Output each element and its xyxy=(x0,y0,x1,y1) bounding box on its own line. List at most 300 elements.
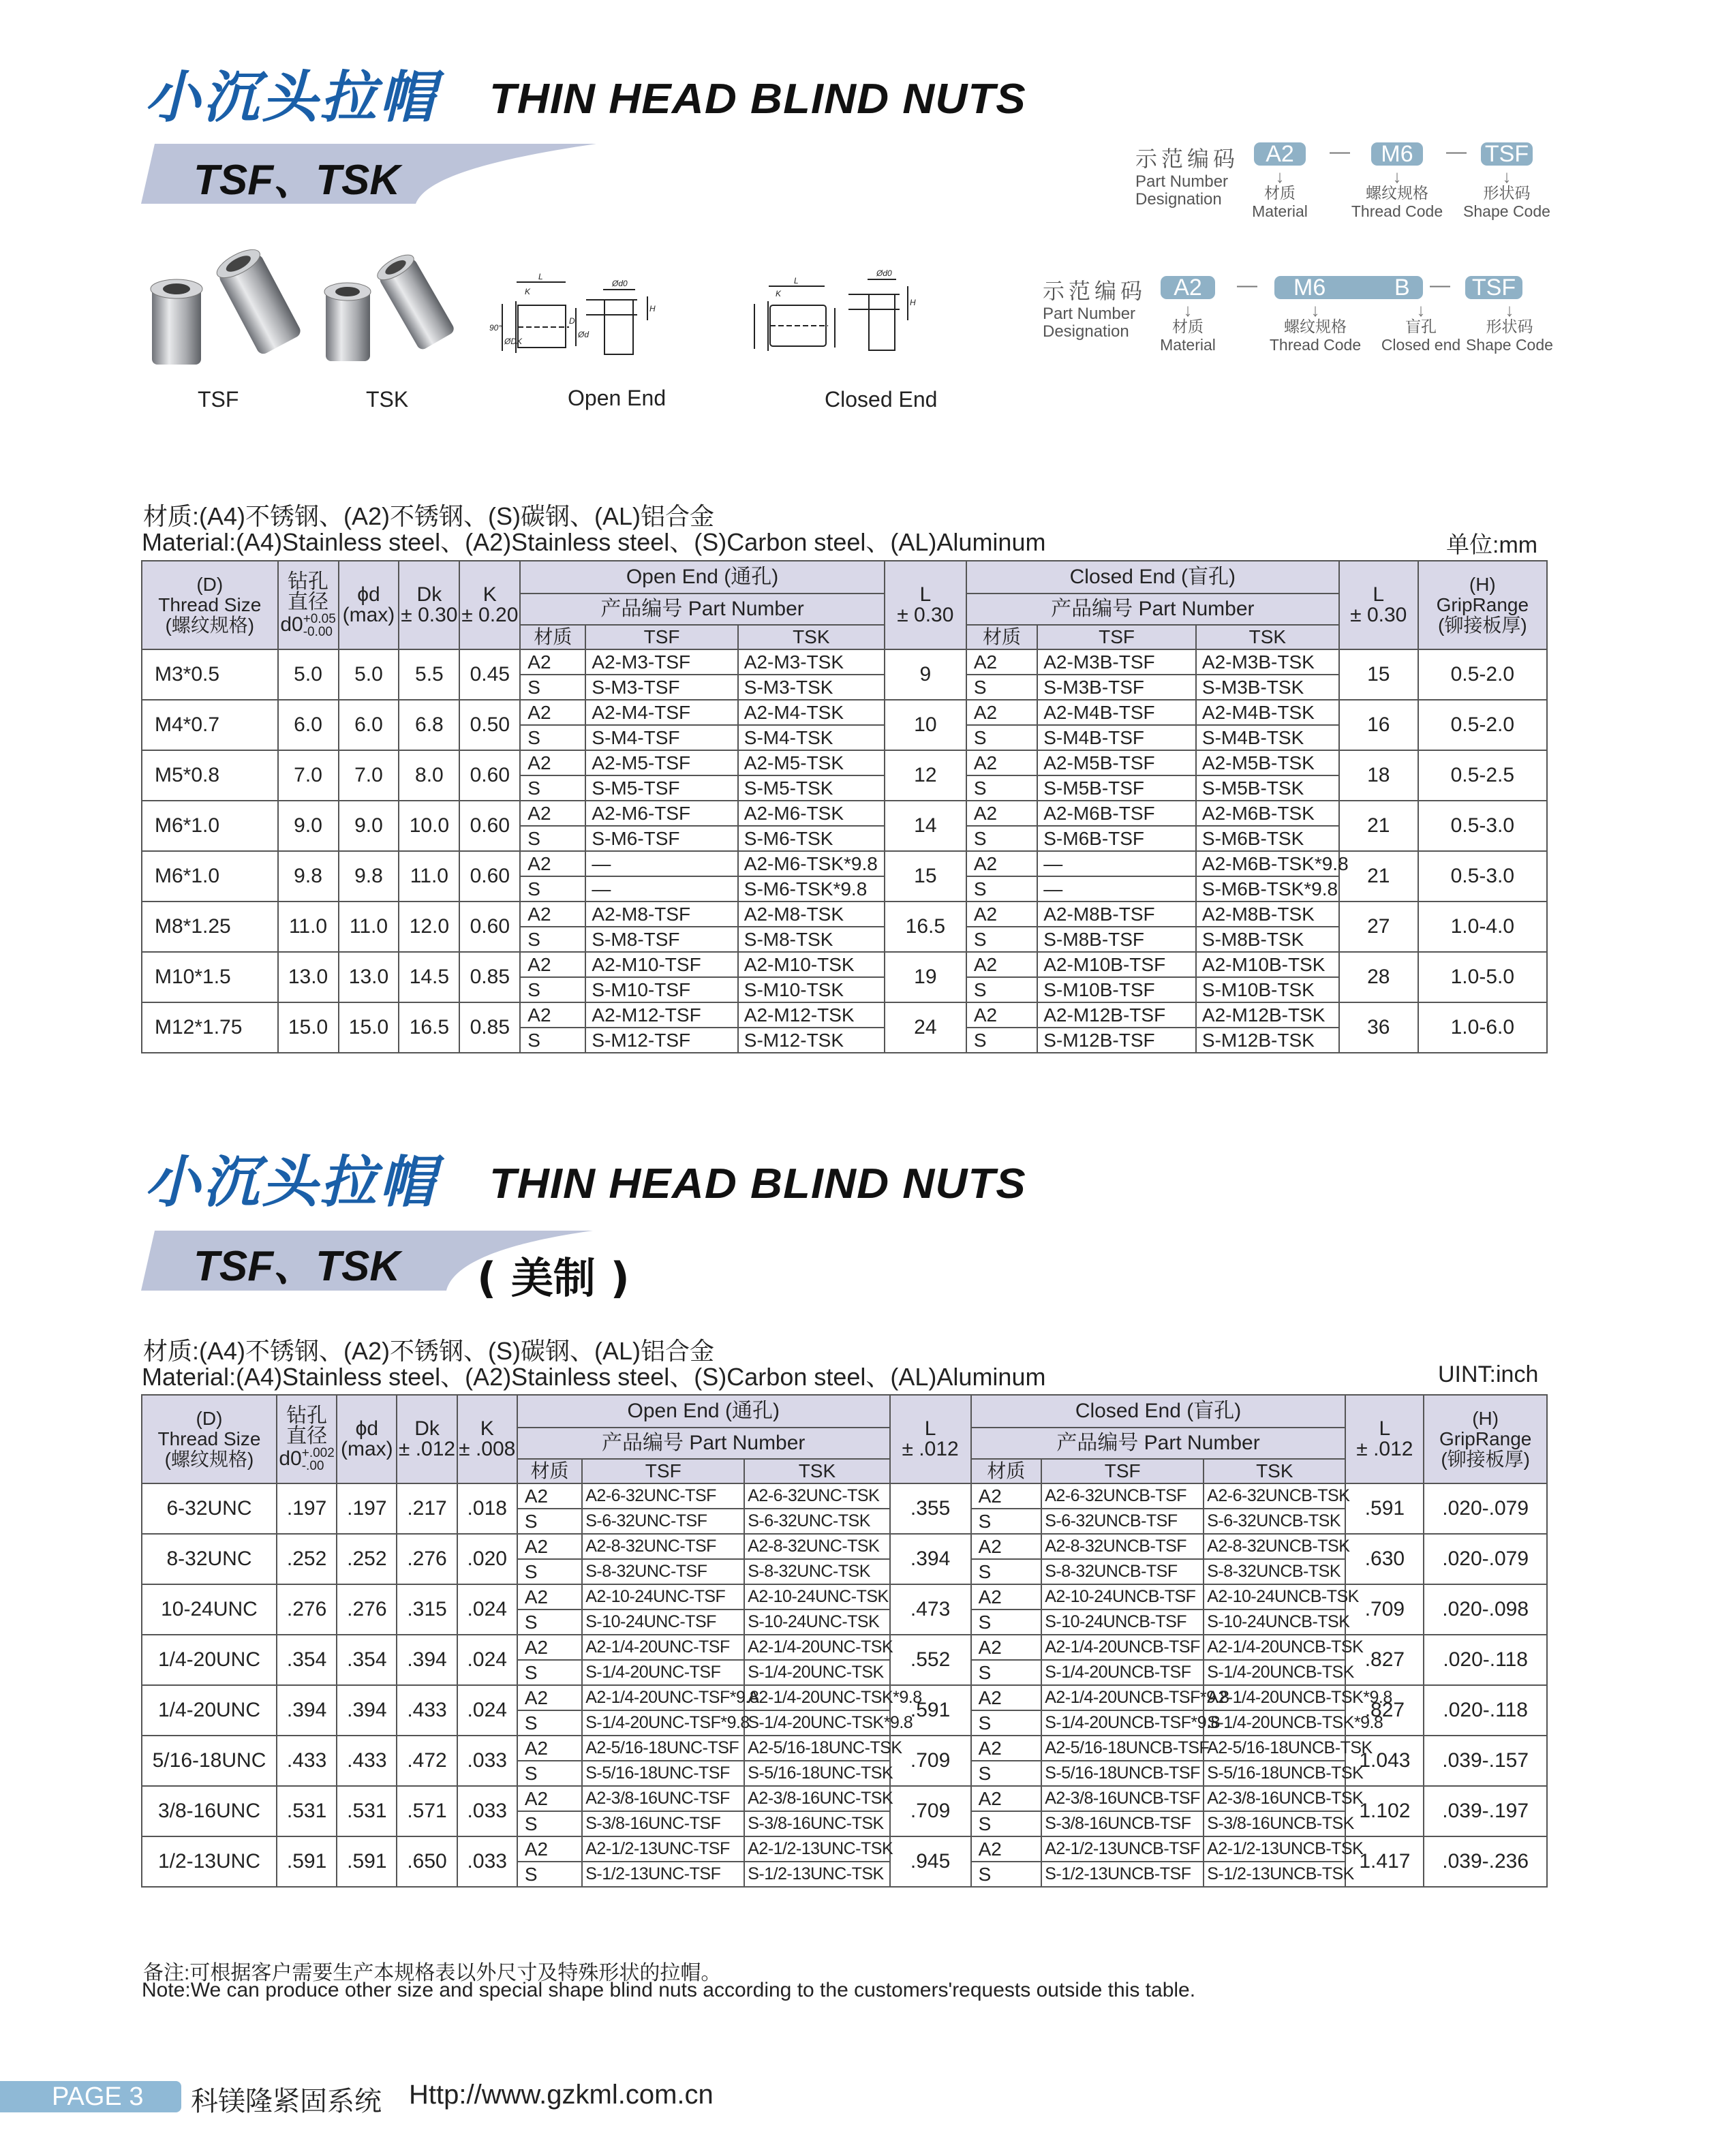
table-row xyxy=(142,649,1547,675)
table-row xyxy=(142,1786,1547,1811)
cell-part-tsk: A2-M3B-TSK xyxy=(1196,649,1339,675)
header-tsf: TSF xyxy=(1037,625,1196,649)
cell-part-tsf: S-6-32UNC-TSF xyxy=(582,1509,744,1534)
cell-part-tsf: S-M6-TSF xyxy=(585,826,737,851)
part-number-1-label-cn: 示范编码 xyxy=(1135,147,1240,171)
cell-material: S xyxy=(520,1028,585,1053)
cell-l-closed: 16 xyxy=(1339,700,1418,750)
cell-grip-range: 0.5-3.0 xyxy=(1418,851,1547,902)
cell-part-tsk: A2-M12B-TSK xyxy=(1196,1002,1339,1028)
cell-part-tsf: A2-1/4-20UNCB-TSF*9.8 xyxy=(1041,1685,1204,1710)
cell-drill-diameter: .433 xyxy=(277,1736,337,1786)
section2-material-en: Material:(A4)Stainless steel、(A2)Stainless steel、(S)Carbon steel、(AL)Aluminum xyxy=(142,1363,1046,1391)
drawing-mark-phid: Ød xyxy=(578,330,589,339)
header-tsk: TSK xyxy=(744,1459,889,1483)
cell-part-tsf: S-M4B-TSF xyxy=(1037,725,1196,750)
cell-material: A2 xyxy=(966,801,1037,826)
cell-part-tsk: A2-1/4-20UNCB-TSK*9.8 xyxy=(1204,1685,1345,1710)
cell-material: A2 xyxy=(971,1483,1042,1509)
caption-en: Thread Code xyxy=(1269,336,1362,354)
cell-phid: 9.8 xyxy=(339,851,399,902)
header-part-number: 产品编号 Part Number xyxy=(517,1428,890,1459)
cell-part-tsk: S-6-32UNC-TSK xyxy=(744,1509,889,1534)
cell-l-closed: 1.102 xyxy=(1345,1786,1424,1836)
cell-grip-range: 1.0-4.0 xyxy=(1418,902,1547,952)
table-row xyxy=(142,1635,1547,1660)
section1-banner-label: TSF、TSK xyxy=(194,157,401,204)
cell-part-tsf: S-1/4-20UNCB-TSF*9.8 xyxy=(1041,1710,1204,1736)
cell-drill-diameter: .394 xyxy=(277,1685,337,1736)
cell-grip-range: .039-.197 xyxy=(1424,1786,1547,1836)
cell-dk: .315 xyxy=(397,1584,457,1635)
cell-grip-range: 0.5-2.0 xyxy=(1418,700,1547,750)
cell-part-tsf: A2-M5-TSF xyxy=(585,750,737,775)
cell-material: S xyxy=(971,1610,1042,1635)
cell-part-tsf: S-10-24UNCB-TSF xyxy=(1041,1610,1204,1635)
inch-spec-table xyxy=(141,1394,1548,1888)
cell-drill-diameter: .252 xyxy=(277,1534,337,1584)
cell-part-tsk: A2-1/2-13UNCB-TSK xyxy=(1204,1836,1345,1862)
cell-part-tsf: A2-5/16-18UNCB-TSF xyxy=(1041,1736,1204,1761)
part-number-1-label-en2: Designation xyxy=(1135,190,1222,209)
section1-unit: 单位:mm xyxy=(1446,532,1538,558)
cell-grip-range: 1.0-6.0 xyxy=(1418,1002,1547,1053)
table-row xyxy=(142,750,1547,775)
cell-grip-range: .020-.118 xyxy=(1424,1685,1547,1736)
arrow-down-icon: ↓ xyxy=(1392,166,1402,187)
cell-thread-size: M12*1.75 xyxy=(142,1002,278,1053)
cell-l-closed: .827 xyxy=(1345,1685,1424,1736)
part-number-1-label-en1: Part Number xyxy=(1135,172,1229,191)
cell-material: S xyxy=(966,876,1037,902)
arrow-down-icon: ↓ xyxy=(1311,300,1320,320)
cell-thread-size: 10-24UNC xyxy=(142,1584,277,1635)
header-l-closed: L ± .012 xyxy=(1345,1395,1424,1483)
cell-part-tsf: S-M3B-TSF xyxy=(1037,675,1196,700)
cell-part-tsk: S-M6-TSK*9.8 xyxy=(738,876,885,902)
cell-part-tsf: S-M4-TSF xyxy=(585,725,737,750)
cell-part-tsf: A2-M10-TSF xyxy=(585,952,737,977)
cell-part-tsk: S-3/8-16UNC-TSK xyxy=(744,1811,889,1836)
table-row xyxy=(142,1685,1547,1710)
cell-part-tsf: S-M3-TSF xyxy=(585,675,737,700)
caption-thread xyxy=(1343,166,1452,221)
cell-material: A2 xyxy=(520,801,585,826)
cell-part-tsk: A2-10-24UNCB-TSK xyxy=(1204,1584,1345,1610)
code-separator: — xyxy=(1446,140,1467,163)
cell-l-closed: 15 xyxy=(1339,649,1418,700)
cell-l-open: 15 xyxy=(885,851,966,902)
cell-phid: .276 xyxy=(337,1584,397,1635)
header-open-end: Open End (通孔) xyxy=(520,561,885,594)
cell-material: A2 xyxy=(520,1002,585,1028)
cell-material: S xyxy=(971,1559,1042,1584)
header-tsk: TSK xyxy=(738,625,885,649)
code-pill-material: A2 xyxy=(1161,276,1215,299)
cell-material: A2 xyxy=(520,700,585,725)
cell-l-closed: .827 xyxy=(1345,1635,1424,1685)
table-row xyxy=(142,700,1547,725)
cell-material: A2 xyxy=(966,902,1037,927)
tsf-photo xyxy=(142,245,312,375)
cell-part-tsf: A2-1/4-20UNC-TSF*9.8 xyxy=(582,1685,744,1710)
header-dk: Dk ± 0.30 xyxy=(399,561,459,649)
cell-material: A2 xyxy=(966,851,1037,876)
cell-thread-size: 1/4-20UNC xyxy=(142,1635,277,1685)
drawing-mark-d: D xyxy=(569,316,575,326)
cell-material: A2 xyxy=(517,1483,582,1509)
cell-material: S xyxy=(971,1710,1042,1736)
caption-closed-end xyxy=(1377,300,1465,354)
cell-grip-range: .020-.079 xyxy=(1424,1483,1547,1534)
table-header xyxy=(142,1395,1547,1483)
cell-part-tsf: S-8-32UNC-TSF xyxy=(582,1559,744,1584)
cell-dk: .433 xyxy=(397,1685,457,1736)
cell-material: S xyxy=(517,1610,582,1635)
cell-part-tsk: A2-M4-TSK xyxy=(738,700,885,725)
cell-part-tsk: S-M12B-TSK xyxy=(1196,1028,1339,1053)
code-separator: — xyxy=(1430,274,1450,296)
header-material: 材质 xyxy=(971,1459,1042,1483)
metric-spec-table xyxy=(141,560,1548,1053)
cell-k: .024 xyxy=(457,1584,517,1635)
cell-thread-size: 3/8-16UNC xyxy=(142,1786,277,1836)
cell-l-closed: 18 xyxy=(1339,750,1418,801)
code-separator: — xyxy=(1237,274,1257,296)
cell-l-closed: 28 xyxy=(1339,952,1418,1002)
header-k: K ± .008 xyxy=(457,1395,517,1483)
cell-k: .020 xyxy=(457,1534,517,1584)
cell-part-tsf: A2-M4-TSF xyxy=(585,700,737,725)
part-number-2-label-en1: Part Number xyxy=(1043,305,1136,323)
tsk-photo xyxy=(319,249,455,371)
cell-part-tsk: S-M5-TSK xyxy=(738,775,885,801)
image-label-tsf: TSF xyxy=(198,387,239,412)
cell-part-tsk: A2-5/16-18UNCB-TSK xyxy=(1204,1736,1345,1761)
table-row xyxy=(142,1584,1547,1610)
cell-part-tsk: A2-M3-TSK xyxy=(738,649,885,675)
cell-material: S xyxy=(966,927,1037,952)
caption-cn: 材质 xyxy=(1264,184,1296,202)
cell-part-tsf: S-1/2-13UNC-TSF xyxy=(582,1862,744,1887)
table-row xyxy=(142,1534,1547,1559)
cell-part-tsf: A2-10-24UNC-TSF xyxy=(582,1584,744,1610)
cell-grip-range: .039-.157 xyxy=(1424,1736,1547,1786)
note-en: Note:We can produce other size and special shape blind nuts according to the customers'requests outside this table. xyxy=(142,1979,1196,2001)
cell-thread-size: M10*1.5 xyxy=(142,952,278,1002)
cell-phid: 15.0 xyxy=(339,1002,399,1053)
cell-material: S xyxy=(520,977,585,1002)
cell-dk: 16.5 xyxy=(399,1002,459,1053)
cell-l-open: 10 xyxy=(885,700,966,750)
cell-dk: .217 xyxy=(397,1483,457,1534)
header-closed-end: Closed End (盲孔) xyxy=(971,1395,1346,1428)
cell-k: .024 xyxy=(457,1635,517,1685)
table-body xyxy=(142,649,1547,1053)
header-part-number: 产品编号 Part Number xyxy=(971,1428,1346,1459)
cell-part-tsf: A2-3/8-16UNC-TSF xyxy=(582,1786,744,1811)
cell-part-tsk: S-M3B-TSK xyxy=(1196,675,1339,700)
cell-material: A2 xyxy=(971,1736,1042,1761)
cell-part-tsf: A2-8-32UNC-TSF xyxy=(582,1534,744,1559)
cell-material: S xyxy=(517,1761,582,1786)
caption-en: Shape Code xyxy=(1463,202,1550,220)
section2-title-en: THIN HEAD BLIND NUTS xyxy=(489,1160,1026,1207)
cell-phid: .394 xyxy=(337,1685,397,1736)
cell-thread-size: 1/4-20UNC xyxy=(142,1685,277,1736)
drawing-mark-d0: Ød0 xyxy=(612,279,628,288)
cell-part-tsf: A2-1/4-20UNC-TSF xyxy=(582,1635,744,1660)
cell-part-tsf: A2-M4B-TSF xyxy=(1037,700,1196,725)
table-row xyxy=(142,952,1547,977)
cell-material: S xyxy=(966,826,1037,851)
cell-thread-size: M3*0.5 xyxy=(142,649,278,700)
drawing-mark-angle: 90° xyxy=(489,323,502,333)
cell-k: 0.60 xyxy=(459,902,520,952)
cell-material: A2 xyxy=(966,649,1037,675)
cell-part-tsf: S-8-32UNCB-TSF xyxy=(1041,1559,1204,1584)
cell-drill-diameter: .354 xyxy=(277,1635,337,1685)
cell-l-open: 12 xyxy=(885,750,966,801)
code-thread: M6 xyxy=(1293,275,1326,301)
cell-material: S xyxy=(517,1660,582,1685)
cell-material: S xyxy=(520,675,585,700)
cell-l-closed: 1.417 xyxy=(1345,1836,1424,1887)
cell-drill-diameter: 6.0 xyxy=(278,700,339,750)
cell-part-tsk: S-M6B-TSK xyxy=(1196,826,1339,851)
cell-l-open: .473 xyxy=(890,1584,971,1635)
cell-phid: .197 xyxy=(337,1483,397,1534)
cell-drill-diameter: 13.0 xyxy=(278,952,339,1002)
cell-part-tsk: A2-M6B-TSK*9.8 xyxy=(1196,851,1339,876)
cell-thread-size: M6*1.0 xyxy=(142,851,278,902)
cell-l-open: .709 xyxy=(890,1786,971,1836)
cell-material: S xyxy=(971,1862,1042,1887)
section1-material-cn: 材质:(A4)不锈钢、(A2)不锈钢、(S)碳钢、(AL)铝合金 xyxy=(143,502,715,530)
caption-en: Shape Code xyxy=(1466,336,1553,354)
table-row xyxy=(142,1836,1547,1862)
cell-part-tsf: A2-6-32UNCB-TSF xyxy=(1041,1483,1204,1509)
cell-part-tsk: A2-1/4-20UNC-TSK xyxy=(744,1635,889,1660)
cell-material: S xyxy=(517,1811,582,1836)
cell-material: S xyxy=(966,675,1037,700)
cell-thread-size: M8*1.25 xyxy=(142,902,278,952)
image-label-tsk: TSK xyxy=(366,387,409,412)
cell-l-open: 19 xyxy=(885,952,966,1002)
cell-thread-size: M5*0.8 xyxy=(142,750,278,801)
caption-cn: 盲孔 xyxy=(1405,318,1437,335)
cell-drill-diameter: .531 xyxy=(277,1786,337,1836)
cell-material: A2 xyxy=(966,700,1037,725)
cell-k: 0.85 xyxy=(459,952,520,1002)
cell-part-tsk: A2-6-32UNC-TSK xyxy=(744,1483,889,1509)
cell-part-tsf: A2-1/2-13UNCB-TSF xyxy=(1041,1836,1204,1862)
cell-material: S xyxy=(966,725,1037,750)
cell-material: S xyxy=(517,1710,582,1736)
cell-grip-range: 0.5-3.0 xyxy=(1418,801,1547,851)
cell-part-tsf: S-1/2-13UNCB-TSF xyxy=(1041,1862,1204,1887)
header-drill: 钻孔 直径 d0+.002 -.00 xyxy=(277,1395,337,1483)
arrow-down-icon: ↓ xyxy=(1505,300,1514,320)
cell-material: S xyxy=(966,977,1037,1002)
arrow-down-icon: ↓ xyxy=(1416,300,1426,320)
cell-l-open: 24 xyxy=(885,1002,966,1053)
cell-part-tsf: S-6-32UNCB-TSF xyxy=(1041,1509,1204,1534)
header-open-end: Open End (通孔) xyxy=(517,1395,890,1428)
technical-drawing xyxy=(484,259,1002,375)
header-k: K ± 0.20 xyxy=(459,561,520,649)
cell-phid: .531 xyxy=(337,1786,397,1836)
cell-part-tsf: S-1/4-20UNC-TSF*9.8 xyxy=(582,1710,744,1736)
cell-thread-size: 6-32UNC xyxy=(142,1483,277,1534)
header-material: 材质 xyxy=(966,625,1037,649)
footer-url[interactable]: Http://www.gzkml.com.cn xyxy=(409,2080,714,2110)
cell-material: A2 xyxy=(517,1736,582,1761)
header-material: 材质 xyxy=(517,1459,582,1483)
table-row xyxy=(142,851,1547,876)
cell-material: A2 xyxy=(971,1786,1042,1811)
code-separator: — xyxy=(1330,140,1350,163)
cell-material: S xyxy=(520,826,585,851)
header-tsk: TSK xyxy=(1196,625,1339,649)
cell-material: S xyxy=(517,1559,582,1584)
cell-material: A2 xyxy=(966,952,1037,977)
cell-l-open: 16.5 xyxy=(885,902,966,952)
cell-material: A2 xyxy=(517,1635,582,1660)
cell-l-closed: 21 xyxy=(1339,851,1418,902)
cell-phid: 7.0 xyxy=(339,750,399,801)
cell-l-closed: 21 xyxy=(1339,801,1418,851)
cell-material: S xyxy=(520,775,585,801)
cell-material: A2 xyxy=(520,750,585,775)
cell-part-tsk: A2-M8-TSK xyxy=(738,902,885,927)
cell-k: 0.50 xyxy=(459,700,520,750)
cell-phid: 11.0 xyxy=(339,902,399,952)
cell-l-closed: .709 xyxy=(1345,1584,1424,1635)
cell-part-tsk: A2-M5B-TSK xyxy=(1196,750,1339,775)
cell-l-closed: 1.043 xyxy=(1345,1736,1424,1786)
caption-cn: 形状码 xyxy=(1483,184,1531,202)
cell-part-tsk: S-8-32UNC-TSK xyxy=(744,1559,889,1584)
cell-k: 0.60 xyxy=(459,750,520,801)
cell-part-tsk: S-M5B-TSK xyxy=(1196,775,1339,801)
cell-part-tsf: A2-5/16-18UNC-TSF xyxy=(582,1736,744,1761)
cell-k: .033 xyxy=(457,1786,517,1836)
header-part-number: 产品编号 Part Number xyxy=(966,594,1339,625)
table-row xyxy=(142,1736,1547,1761)
page-number-badge: PAGE 3 xyxy=(0,2081,181,2112)
cell-l-open: .552 xyxy=(890,1635,971,1685)
cell-phid: 13.0 xyxy=(339,952,399,1002)
cell-l-open: .355 xyxy=(890,1483,971,1534)
section2-material-cn: 材质:(A4)不锈钢、(A2)不锈钢、(S)碳钢、(AL)铝合金 xyxy=(143,1337,715,1365)
cell-dk: 14.5 xyxy=(399,952,459,1002)
header-tsf: TSF xyxy=(1041,1459,1204,1483)
arrow-down-icon: ↓ xyxy=(1502,166,1512,187)
cell-material: S xyxy=(966,1028,1037,1053)
section2-title-cn: 小沉头拉帽 xyxy=(144,1150,438,1215)
cell-part-tsf: A2-10-24UNCB-TSF xyxy=(1041,1584,1204,1610)
cell-part-tsk: A2-M12-TSK xyxy=(738,1002,885,1028)
drawing-mark-k: K xyxy=(776,289,782,298)
cell-part-tsk: A2-M6-TSK*9.8 xyxy=(738,851,885,876)
table-row xyxy=(142,801,1547,826)
cell-part-tsk: S-M10B-TSK xyxy=(1196,977,1339,1002)
header-tsf: TSF xyxy=(585,625,737,649)
cell-part-tsk: A2-8-32UNC-TSK xyxy=(744,1534,889,1559)
cell-part-tsf: S-10-24UNC-TSF xyxy=(582,1610,744,1635)
cell-part-tsk: S-M8-TSK xyxy=(738,927,885,952)
cell-drill-diameter: 9.0 xyxy=(278,801,339,851)
cell-dk: 8.0 xyxy=(399,750,459,801)
part-number-1-label xyxy=(1135,142,1239,209)
cell-material: A2 xyxy=(520,902,585,927)
cell-phid: 6.0 xyxy=(339,700,399,750)
header-l-open: L ± .012 xyxy=(890,1395,971,1483)
cell-drill-diameter: 7.0 xyxy=(278,750,339,801)
cell-grip-range: .020-.118 xyxy=(1424,1635,1547,1685)
caption-en: Material xyxy=(1252,202,1308,220)
cell-part-tsk: A2-M6B-TSK xyxy=(1196,801,1339,826)
cell-drill-diameter: 5.0 xyxy=(278,649,339,700)
caption-cn: 螺纹规格 xyxy=(1366,184,1428,202)
section2-us-tag: ( 美制 ) xyxy=(477,1253,630,1303)
header-closed-end: Closed End (盲孔) xyxy=(966,561,1339,594)
cell-part-tsk: A2-3/8-16UNCB-TSK xyxy=(1204,1786,1345,1811)
drawing-mark-l: L xyxy=(538,272,543,281)
drawing-mark-h: H xyxy=(649,304,656,313)
arrow-down-icon: ↓ xyxy=(1183,300,1193,320)
caption-en: Closed end xyxy=(1381,336,1461,354)
cell-part-tsf: — xyxy=(585,876,737,902)
image-label-closed-end: Closed End xyxy=(825,387,938,412)
cell-grip-range: 1.0-5.0 xyxy=(1418,952,1547,1002)
cell-material: S xyxy=(517,1509,582,1534)
cell-part-tsf: A2-M12B-TSF xyxy=(1037,1002,1196,1028)
cell-drill-diameter: .276 xyxy=(277,1584,337,1635)
cell-l-closed: 27 xyxy=(1339,902,1418,952)
cell-material: A2 xyxy=(520,952,585,977)
cell-part-tsf: S-5/16-18UNC-TSF xyxy=(582,1761,744,1786)
cell-dk: 12.0 xyxy=(399,902,459,952)
cell-part-tsf: A2-M8-TSF xyxy=(585,902,737,927)
cell-part-tsk: A2-6-32UNCB-TSK xyxy=(1204,1483,1345,1509)
code-pill-material: A2 xyxy=(1254,142,1306,166)
cell-drill-diameter: 15.0 xyxy=(278,1002,339,1053)
cell-part-tsf: A2-8-32UNCB-TSF xyxy=(1041,1534,1204,1559)
cell-part-tsk: A2-M5-TSK xyxy=(738,750,885,775)
cell-k: .033 xyxy=(457,1836,517,1887)
cell-dk: 10.0 xyxy=(399,801,459,851)
cell-grip-range: .039-.236 xyxy=(1424,1836,1547,1887)
header-thread-size: (D) Thread Size (螺纹规格) xyxy=(142,1395,277,1483)
cell-part-tsk: S-1/4-20UNCB-TSK*9.8 xyxy=(1204,1710,1345,1736)
cell-l-open: .709 xyxy=(890,1736,971,1786)
header-grip-range: (H) GripRange (铆接板厚) xyxy=(1424,1395,1547,1483)
code-pill-thread-closed xyxy=(1274,276,1423,299)
cell-part-tsk: A2-M10B-TSK xyxy=(1196,952,1339,977)
cell-part-tsk: A2-3/8-16UNC-TSK xyxy=(744,1786,889,1811)
cell-material: S xyxy=(971,1761,1042,1786)
cell-l-closed: 36 xyxy=(1339,1002,1418,1053)
cell-dk: 6.8 xyxy=(399,700,459,750)
cell-k: 0.45 xyxy=(459,649,520,700)
cell-part-tsk: S-M12-TSK xyxy=(738,1028,885,1053)
cell-part-tsf: A2-M3-TSF xyxy=(585,649,737,675)
caption-cn: 材质 xyxy=(1172,318,1204,335)
cell-material: A2 xyxy=(517,1534,582,1559)
cell-part-tsf: S-M12B-TSF xyxy=(1037,1028,1196,1053)
